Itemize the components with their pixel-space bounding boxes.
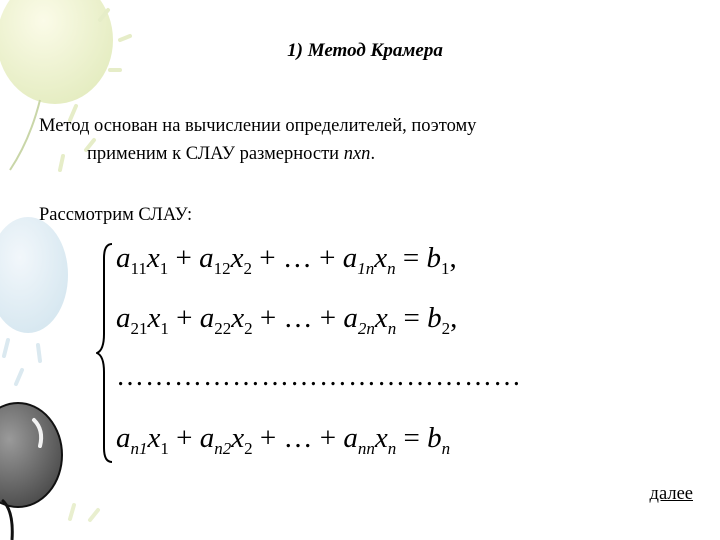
matrix-dimension: nxn	[343, 144, 371, 164]
next-link[interactable]: далее	[649, 484, 693, 504]
equation-n: $a_{n1}x_1 + a_{n2}x_2$ + … + $a_{nn}x_n = b_n$	[116, 422, 451, 458]
coef-sub: n1	[130, 439, 148, 458]
ellipsis-row: ……………………………………	[116, 361, 522, 392]
rhs-sub: 1	[440, 259, 450, 278]
rhs-sub: n	[441, 439, 451, 458]
description-period: .	[370, 144, 376, 164]
coef-sub: n2	[214, 439, 232, 458]
eq-end: ,	[450, 302, 458, 334]
description-line-2-text: применим к СЛАУ размерности	[87, 144, 344, 164]
coef-sub: 1n	[357, 259, 375, 278]
slide-title: 1) Метод Крамера	[287, 40, 443, 61]
coef-sub: 21	[130, 319, 148, 338]
description-line-2	[39, 140, 476, 168]
linear-system	[96, 238, 616, 468]
coef-sub: 12	[213, 259, 231, 278]
rhs-sub: 2	[441, 319, 451, 338]
eq-end: ,	[449, 242, 457, 274]
coef-sub: 11	[130, 259, 147, 278]
coef-sub: 22	[214, 319, 232, 338]
equation-2: $a_{21}x_1 + a_{22}x_2$ + … + $a_{2n}x_n = b_2$,	[116, 302, 458, 338]
equation-1: $a_{11}x_1 + a_{12}x_2$ + … + $a_{1n}x_n = b_1$,	[116, 242, 457, 278]
coef-sub: nn	[357, 439, 375, 458]
system-brace	[96, 238, 116, 468]
coef-sub: 2n	[357, 319, 375, 338]
method-description	[39, 112, 476, 168]
consider-label: Рассмотрим СЛАУ:	[39, 205, 193, 225]
description-line-1: Метод основан на вычислении определителей, поэтому	[39, 116, 477, 136]
